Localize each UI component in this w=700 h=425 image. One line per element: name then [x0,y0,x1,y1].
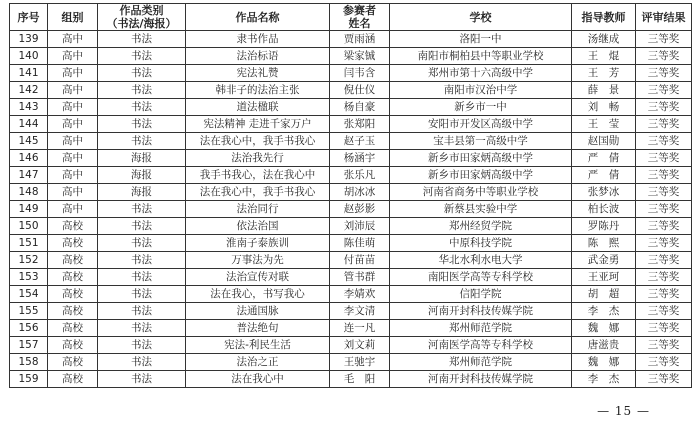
cell-school: 郑州师范学院 [390,354,572,371]
header-teacher: 指导教师 [572,4,636,31]
cell-result: 三等奖 [636,82,692,99]
table-row [10,65,692,82]
cell-group: 高校 [48,354,98,371]
cell-teacher: 武金勇 [572,252,636,269]
cell-school: 南阳市桐柏县中等职业学校 [390,48,572,65]
cell-participant: 李婧欢 [330,286,390,303]
cell-seq: 147 [10,167,48,184]
cell-school: 宝丰县第一高级中学 [390,133,572,150]
cell-group: 高校 [48,337,98,354]
cell-group: 高校 [48,235,98,252]
table-row [10,48,692,65]
cell-teacher: 汤继成 [572,31,636,48]
cell-result: 三等奖 [636,320,692,337]
header-school: 学校 [390,4,572,31]
cell-participant: 倪仕仪 [330,82,390,99]
table-header-row [10,4,692,31]
cell-teacher: 罗陈丹 [572,218,636,235]
cell-participant: 闫韦含 [330,65,390,82]
table-row [10,116,692,133]
cell-school: 新乡市田家炳高级中学 [390,150,572,167]
cell-group: 高中 [48,133,98,150]
cell-school: 安阳市开发区高级中学 [390,116,572,133]
cell-work-title: 万事法为先 [186,252,330,269]
award-list-sheet [9,3,691,388]
header-work-title: 作品名称 [186,4,330,31]
cell-school: 河南开封科技传媒学院 [390,371,572,388]
cell-category: 书法 [98,337,186,354]
cell-school: 郑州师范学院 [390,320,572,337]
table-row [10,303,692,320]
cell-group: 高中 [48,116,98,133]
cell-seq: 159 [10,371,48,388]
cell-group: 高中 [48,150,98,167]
cell-result: 三等奖 [636,371,692,388]
cell-result: 三等奖 [636,65,692,82]
table-row [10,337,692,354]
cell-group: 高中 [48,48,98,65]
table-row [10,167,692,184]
cell-group: 高校 [48,252,98,269]
cell-school: 洛阳一中 [390,31,572,48]
cell-result: 三等奖 [636,48,692,65]
cell-participant: 胡冰冰 [330,184,390,201]
cell-work-title: 隶书作品 [186,31,330,48]
cell-category: 书法 [98,65,186,82]
header-result: 评审结果 [636,4,692,31]
cell-category: 书法 [98,218,186,235]
cell-seq: 149 [10,201,48,218]
table-row [10,184,692,201]
cell-seq: 145 [10,133,48,150]
cell-seq: 157 [10,337,48,354]
cell-result: 三等奖 [636,116,692,133]
cell-category: 书法 [98,31,186,48]
cell-participant: 赵彭影 [330,201,390,218]
cell-teacher: 李 杰 [572,303,636,320]
cell-group: 高校 [48,269,98,286]
cell-teacher: 赵国勋 [572,133,636,150]
cell-school: 南阳医学高等专科学校 [390,269,572,286]
cell-participant: 张乐凡 [330,167,390,184]
cell-school: 郑州经贸学院 [390,218,572,235]
table-row [10,31,692,48]
cell-category: 书法 [98,201,186,218]
cell-work-title: 法在我心，书写我心 [186,286,330,303]
cell-teacher: 魏 娜 [572,320,636,337]
cell-seq: 155 [10,303,48,320]
cell-group: 高校 [48,320,98,337]
cell-work-title: 法在我心中，我手书我心 [186,133,330,150]
cell-category: 书法 [98,235,186,252]
table-row [10,252,692,269]
cell-result: 三等奖 [636,201,692,218]
cell-participant: 梁家铖 [330,48,390,65]
cell-participant: 刘沛辰 [330,218,390,235]
cell-category: 书法 [98,48,186,65]
cell-school: 南阳市汉治中学 [390,82,572,99]
table-row [10,269,692,286]
cell-seq: 154 [10,286,48,303]
table-body [10,31,692,388]
cell-school: 华北水利水电大学 [390,252,572,269]
cell-teacher: 王 焜 [572,48,636,65]
cell-work-title: 宪法-利民生活 [186,337,330,354]
table-row [10,320,692,337]
cell-result: 三等奖 [636,354,692,371]
cell-result: 三等奖 [636,99,692,116]
cell-seq: 146 [10,150,48,167]
cell-result: 三等奖 [636,235,692,252]
cell-work-title: 法治之正 [186,354,330,371]
cell-seq: 150 [10,218,48,235]
header-participant: 参赛者 姓名 [330,4,390,31]
cell-group: 高校 [48,218,98,235]
cell-category: 书法 [98,116,186,133]
table-row [10,82,692,99]
award-table [9,3,692,388]
cell-category: 书法 [98,371,186,388]
cell-seq: 143 [10,99,48,116]
cell-category: 海报 [98,150,186,167]
cell-work-title: 宪法精神 走进千家万户 [186,116,330,133]
cell-participant: 王驰宇 [330,354,390,371]
cell-participant: 刘文莉 [330,337,390,354]
table-row [10,371,692,388]
cell-participant: 管书群 [330,269,390,286]
cell-work-title: 韩非子的法治主张 [186,82,330,99]
cell-seq: 152 [10,252,48,269]
cell-teacher: 严 倩 [572,150,636,167]
cell-seq: 148 [10,184,48,201]
cell-seq: 151 [10,235,48,252]
cell-group: 高校 [48,286,98,303]
cell-school: 新蔡县实验中学 [390,201,572,218]
header-category: 作品类别 （书法/海报） [98,4,186,31]
table-row [10,354,692,371]
cell-participant: 毛 阳 [330,371,390,388]
cell-participant: 连一凡 [330,320,390,337]
cell-category: 书法 [98,82,186,99]
cell-work-title: 法治标语 [186,48,330,65]
cell-result: 三等奖 [636,184,692,201]
cell-work-title: 普法绝句 [186,320,330,337]
cell-work-title: 宪法礼赞 [186,65,330,82]
cell-group: 高中 [48,65,98,82]
cell-group: 高中 [48,99,98,116]
cell-group: 高中 [48,184,98,201]
table-row [10,150,692,167]
cell-work-title: 法治宣传对联 [186,269,330,286]
cell-teacher: 王 莹 [572,116,636,133]
cell-category: 书法 [98,269,186,286]
cell-school: 新乡市一中 [390,99,572,116]
cell-work-title: 法治我先行 [186,150,330,167]
cell-participant: 张郑阳 [330,116,390,133]
cell-result: 三等奖 [636,286,692,303]
cell-teacher: 李 杰 [572,371,636,388]
cell-school: 河南省商务中等职业学校 [390,184,572,201]
cell-teacher: 严 倩 [572,167,636,184]
table-row [10,235,692,252]
page-number: — 15 — [597,404,650,418]
cell-school: 河南医学高等专科学校 [390,337,572,354]
cell-group: 高校 [48,303,98,320]
cell-seq: 142 [10,82,48,99]
cell-result: 三等奖 [636,150,692,167]
cell-group: 高中 [48,167,98,184]
cell-work-title: 法通国脉 [186,303,330,320]
cell-participant: 贾雨涵 [330,31,390,48]
cell-teacher: 刘 畅 [572,99,636,116]
cell-teacher: 唐滋贵 [572,337,636,354]
cell-category: 书法 [98,320,186,337]
cell-result: 三等奖 [636,167,692,184]
header-group: 组别 [48,4,98,31]
cell-category: 书法 [98,133,186,150]
cell-result: 三等奖 [636,31,692,48]
cell-teacher: 王 芳 [572,65,636,82]
cell-category: 书法 [98,99,186,116]
cell-group: 高中 [48,82,98,99]
cell-teacher: 张梦冰 [572,184,636,201]
header-seq: 序号 [10,4,48,31]
cell-school: 新乡市田家炳高级中学 [390,167,572,184]
cell-school: 信阳学院 [390,286,572,303]
cell-participant: 付苗苗 [330,252,390,269]
cell-teacher: 王亚珂 [572,269,636,286]
cell-group: 高中 [48,31,98,48]
cell-teacher: 柏长波 [572,201,636,218]
cell-seq: 144 [10,116,48,133]
cell-school: 郑州市第十六高级中学 [390,65,572,82]
cell-group: 高中 [48,201,98,218]
cell-participant: 杨涵宇 [330,150,390,167]
table-row [10,218,692,235]
cell-result: 三等奖 [636,303,692,320]
cell-seq: 140 [10,48,48,65]
cell-work-title: 淮南子泰族训 [186,235,330,252]
table-row [10,99,692,116]
cell-participant: 陈佳萌 [330,235,390,252]
cell-seq: 141 [10,65,48,82]
cell-category: 书法 [98,354,186,371]
cell-work-title: 法在我心中，我手书我心 [186,184,330,201]
cell-participant: 李文清 [330,303,390,320]
cell-seq: 156 [10,320,48,337]
cell-school: 中原科技学院 [390,235,572,252]
cell-teacher: 陈 熙 [572,235,636,252]
cell-participant: 杨自豪 [330,99,390,116]
cell-teacher: 胡 超 [572,286,636,303]
cell-category: 海报 [98,184,186,201]
table-row [10,201,692,218]
cell-result: 三等奖 [636,337,692,354]
table-row [10,286,692,303]
cell-participant: 赵子玉 [330,133,390,150]
cell-result: 三等奖 [636,252,692,269]
cell-seq: 153 [10,269,48,286]
cell-category: 书法 [98,252,186,269]
cell-work-title: 法治同行 [186,201,330,218]
cell-work-title: 我手书我心，法在我心中 [186,167,330,184]
cell-work-title: 道法楹联 [186,99,330,116]
cell-teacher: 魏 娜 [572,354,636,371]
cell-teacher: 薛 景 [572,82,636,99]
cell-group: 高校 [48,371,98,388]
cell-work-title: 法在我心中 [186,371,330,388]
cell-result: 三等奖 [636,133,692,150]
cell-result: 三等奖 [636,218,692,235]
cell-seq: 158 [10,354,48,371]
cell-school: 河南开封科技传媒学院 [390,303,572,320]
cell-result: 三等奖 [636,269,692,286]
cell-category: 书法 [98,303,186,320]
cell-seq: 139 [10,31,48,48]
cell-category: 书法 [98,286,186,303]
cell-category: 海报 [98,167,186,184]
table-row [10,133,692,150]
cell-work-title: 依法治国 [186,218,330,235]
